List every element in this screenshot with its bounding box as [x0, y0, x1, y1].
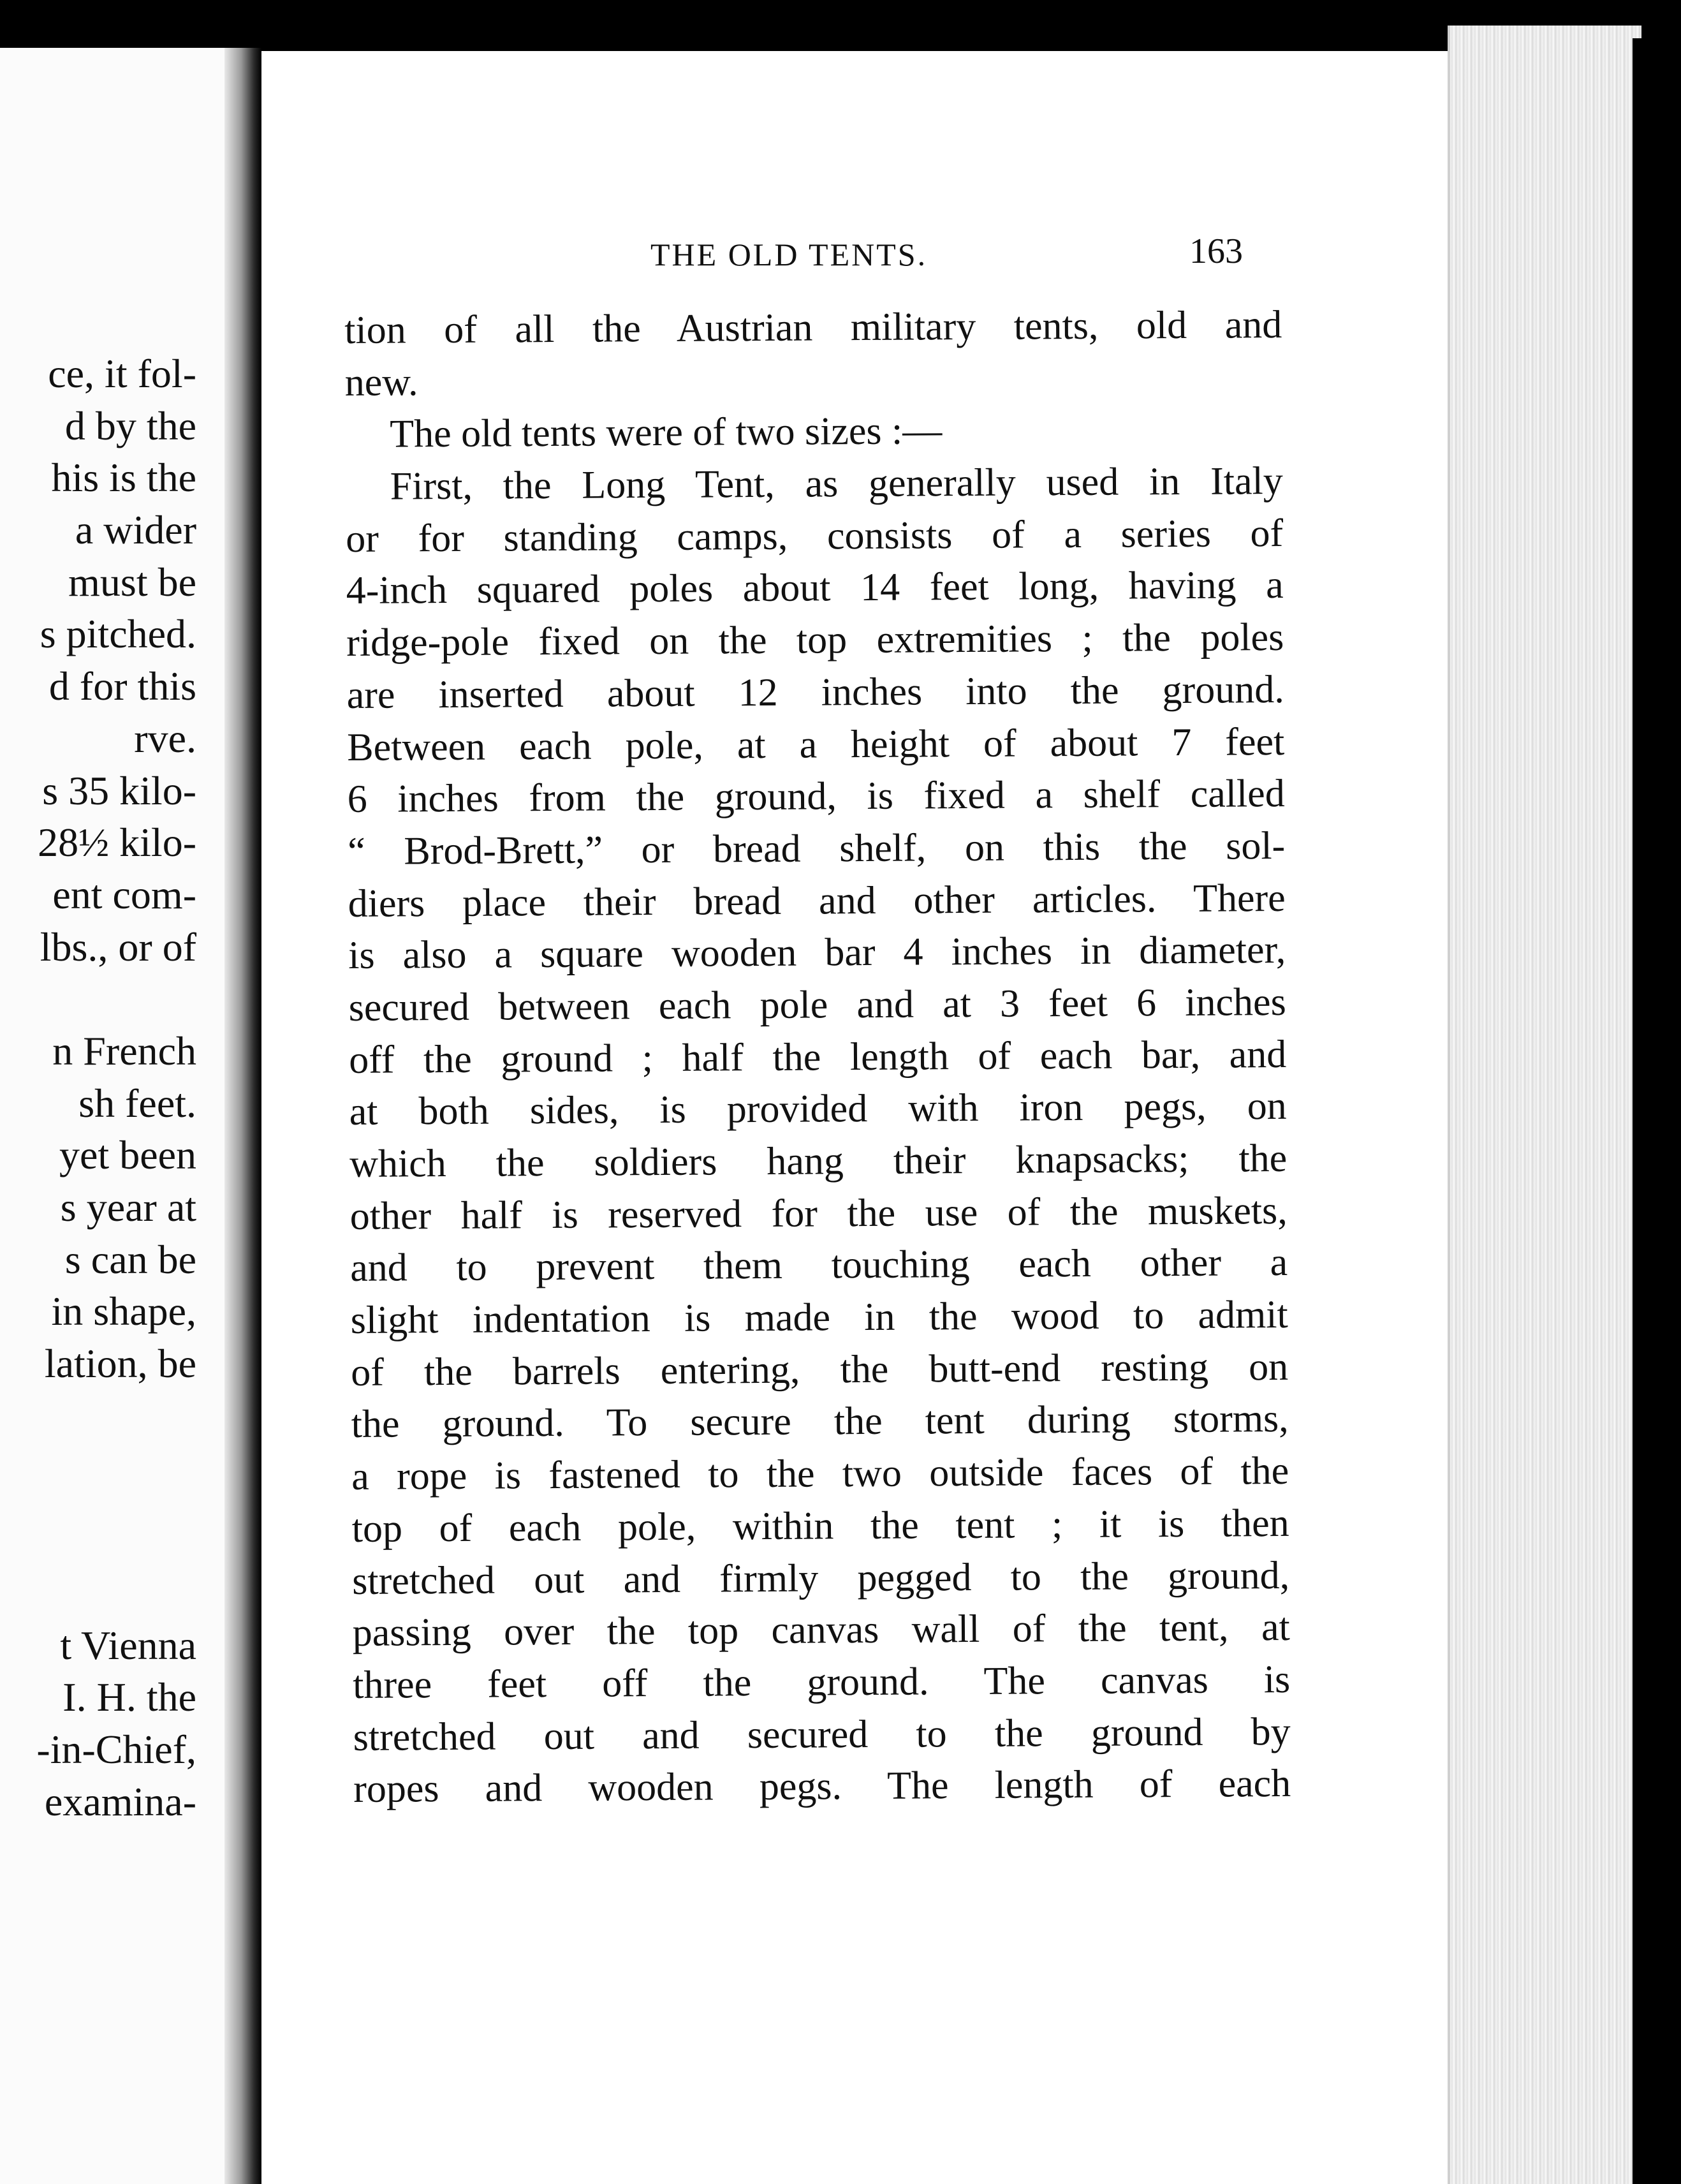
text-line: new. [344, 360, 418, 404]
facing-line: must be [68, 559, 196, 605]
scan-border [1633, 38, 1681, 2184]
text-line: First, the Long Tent, as generally used in Italy [390, 459, 1283, 508]
text-line: of the barrels entering, the butt-end resting on [351, 1345, 1289, 1394]
facing-line: a wider [75, 507, 196, 553]
facing-line: d by the [64, 402, 196, 448]
text-line: The old tents were of two sizes :— [390, 409, 943, 456]
facing-line: -in-Chief, [36, 1727, 196, 1773]
facing-line: n French [52, 1028, 196, 1074]
text-line: and to prevent them touching each other a [350, 1241, 1288, 1290]
text-line: is also a square wooden bar 4 inches in diameter, [348, 928, 1286, 978]
facing-line: sh feet. [78, 1080, 196, 1126]
facing-line: ent com- [52, 871, 196, 917]
facing-line: rve. [134, 715, 196, 761]
facing-page [0, 48, 255, 2184]
facing-line: d for this [48, 663, 196, 709]
facing-line: lbs., or of [40, 924, 196, 970]
facing-line: examina- [44, 1778, 196, 1824]
text-line: or for standing camps, consists of a series of [346, 511, 1284, 561]
text-line: ropes and wooden pegs. The length of each [353, 1762, 1291, 1811]
text-line: top of each pole, within the tent ; it is then [351, 1501, 1289, 1551]
page-stack-edge [1448, 26, 1641, 2184]
text-line: diers place their bread and other articles. There [348, 876, 1286, 926]
facing-line: s can be [64, 1236, 196, 1282]
facing-line: s year at [60, 1184, 196, 1230]
facing-line: ce, it fol- [48, 351, 196, 396]
text-line: other half is reserved for the use of the muskets, [349, 1188, 1288, 1238]
facing-blank-space [36, 1390, 196, 1620]
text-line: stretched out and secured to the ground by [353, 1709, 1291, 1759]
text-line: ridge-pole fixed on the top extremities ; the poles [346, 616, 1284, 665]
text-line: secured between each pole and at 3 feet 6 inches [348, 980, 1286, 1029]
text-line: slight indentation is made in the wood to admit [350, 1293, 1288, 1343]
text-line: passing over the top canvas wall of the tent, at [352, 1605, 1290, 1655]
text-line: off the ground ; half the length of each bar, and [349, 1032, 1287, 1082]
text-line: are inserted about 12 inches into the ground. [346, 667, 1284, 717]
text-line: stretched out and firmly pegged to the ground, [352, 1553, 1290, 1603]
book-gutter-shadow [224, 48, 261, 2184]
facing-line: yet been [59, 1132, 196, 1178]
text-line: at both sides, is provided with iron pegs, on [349, 1084, 1287, 1134]
text-line: the ground. To secure the tent during storms, [351, 1397, 1289, 1447]
text-line: 6 inches from the ground, is fixed a shelf called [347, 772, 1285, 822]
facing-line: I. H. the [62, 1674, 196, 1720]
facing-line: s 35 kilo- [42, 767, 196, 813]
facing-line: lation, be [44, 1341, 196, 1387]
text-line: three feet off the ground. The canvas is [353, 1657, 1291, 1707]
facing-line: s pitched. [40, 611, 196, 657]
text-line: tion of all the Austrian military tents, old and [344, 303, 1282, 352]
text-line: which the soldiers hang their knapsacks; the [349, 1136, 1288, 1186]
facing-page-text [36, 348, 196, 1828]
text-line: “ Brod-Brett,” or bread shelf, on this the sol- [348, 823, 1286, 873]
facing-blank-line [36, 973, 196, 1025]
running-head: THE OLD TENTS. [650, 237, 928, 272]
page-number: 163 [1189, 232, 1243, 271]
facing-line: 28½ kilo- [38, 820, 196, 866]
text-line: a rope is fastened to the two outside faces of the [351, 1449, 1289, 1499]
facing-line: in shape, [51, 1288, 196, 1334]
body-text [344, 299, 1291, 1816]
text-line: Between each pole, at a height of about 7 feet [347, 719, 1285, 769]
text-line: 4-inch squared poles about 14 feet long, having a [346, 563, 1284, 613]
facing-line: t Vienna [60, 1622, 196, 1668]
facing-line: his is the [51, 455, 196, 501]
